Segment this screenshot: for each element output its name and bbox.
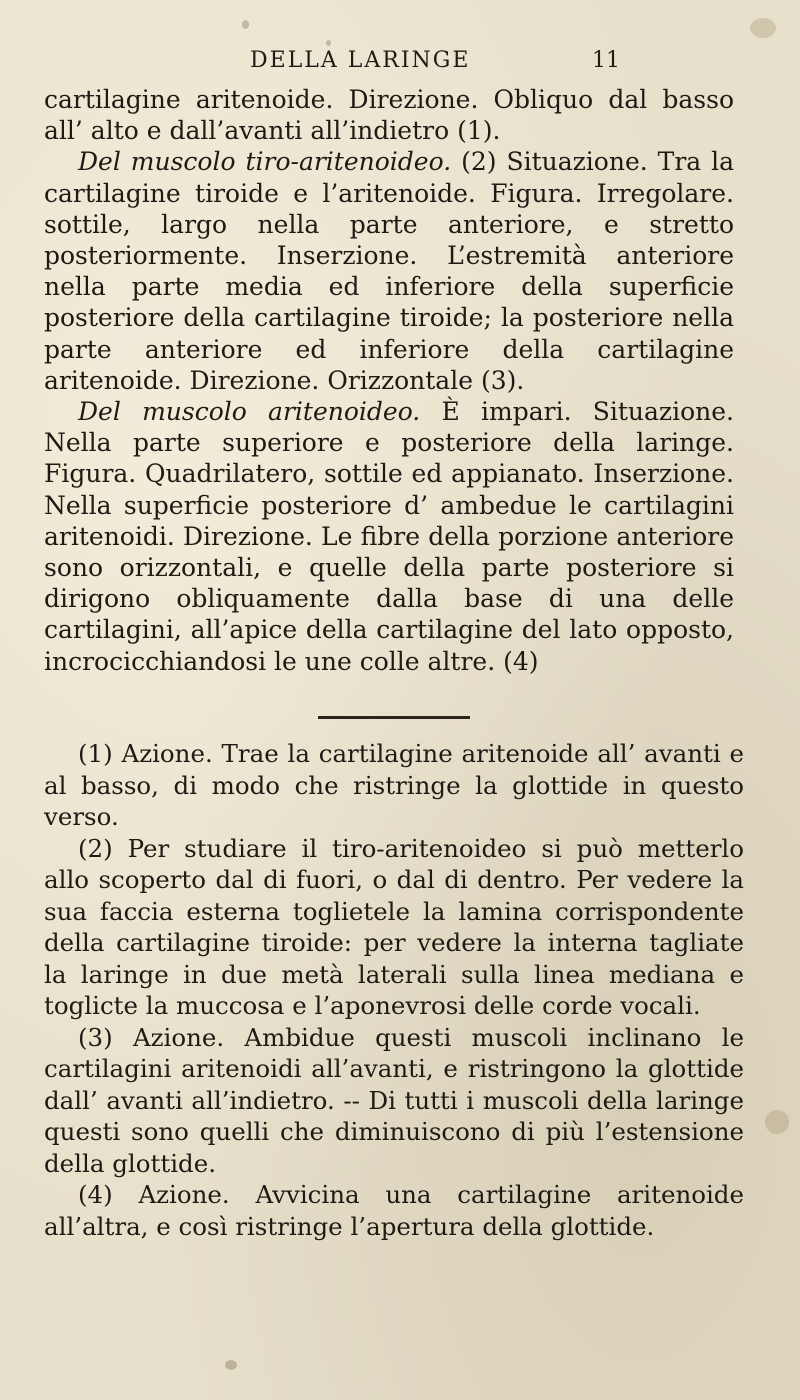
ink-blot <box>242 20 249 29</box>
footnote-divider <box>318 716 470 719</box>
paragraph-aritenoideo <box>44 396 734 677</box>
ink-blot <box>765 1110 789 1134</box>
page-number: 11 <box>592 48 620 73</box>
section-text: È impari. Situazione. Nella parte superiore e posteriore della laringe. Figura. Quadrilatero, sottile ed appianato. Inserzione. Nella superficie posteriore d’ ambedue le cartilagini aritenoidi. Direzione. Le fibre della porzione anteriore sono orizzontali, e quelle della parte posteriore si dirigono obliquamente dalla base di una delle cartilagini, all’apice della cartilagine del lato opposto, incrocicchiandosi le une colle altre. (4) <box>44 397 734 676</box>
section-title: Del muscolo aritenoideo. <box>78 397 421 427</box>
page-header <box>160 48 620 78</box>
ink-blot <box>225 1360 237 1370</box>
main-text <box>44 84 734 677</box>
ink-blot <box>750 18 776 38</box>
ink-blot <box>326 40 331 46</box>
paragraph-tiro-aritenoideo <box>44 146 734 396</box>
footnote-3: (3) Azione. Ambidue questi muscoli inclinano le cartilagini aritenoidi all’avanti, e ristringono la glottide dall’ avanti all’indietro. -- Di tutti i muscoli della laringe questi sono quelli che diminuiscono di più l’estensione della glottide. <box>44 1022 744 1178</box>
footnotes <box>44 738 744 1242</box>
footnote-1: (1) Azione. Trae la cartilagine aritenoide all’ avanti e al basso, di modo che ristringe la glottide in questo verso. <box>44 739 744 831</box>
section-title: Del muscolo tiro-aritenoideo. <box>78 147 452 177</box>
footnote-4: (4) Azione. Avvicina una cartilagine aritenoide all’altra, e così ristringe l’apertura della glottide. <box>44 1180 744 1241</box>
section-text: (2) Situazione. Tra la cartilagine tiroide e l’aritenoide. Figura. Irregolare. sottile, largo nella parte anteriore, e stretto posteriormente. Inserzione. L’estremità anteriore nella parte media ed inferiore della superficie posteriore della cartilagine tiroide; la posteriore nella parte anteriore ed inferiore della cartilagine aritenoide. Direzione. Orizzontale (3). <box>44 147 735 395</box>
running-head: DELLA LARINGE <box>250 48 471 73</box>
paragraph-continuation: cartilagine aritenoide. Direzione. Obliquo dal basso all’ alto e dall’avanti all’indietro (1). <box>44 85 734 146</box>
footnote-2: (2) Per studiare il tiro-aritenoideo si può metterlo allo scoperto dal di fuori, o dal di dentro. Per vedere la sua faccia esterna toglietele la lamina corrispondente della cartilagine tiroide: per vedere la interna tagliate la laringe in due metà laterali sulla linea mediana e toglicte la muccosa e l’aponevrosi delle corde vocali. <box>44 833 744 1020</box>
